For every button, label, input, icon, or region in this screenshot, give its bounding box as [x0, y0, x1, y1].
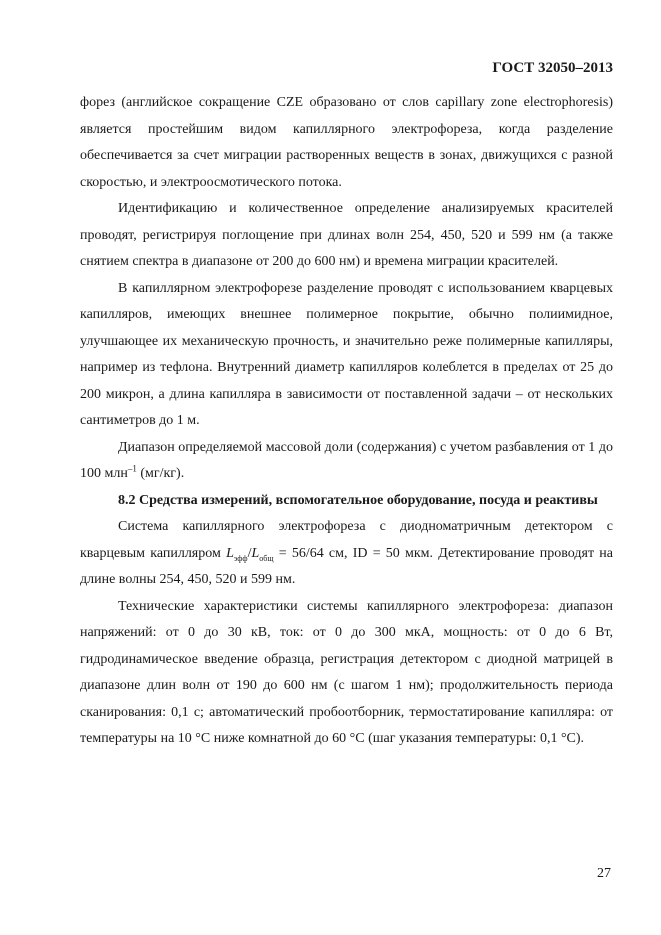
system-text-rest: = 56/64 см, ID = 50 мкм. Детектирование проводят на длине волны 254, 450, 520 и 599 нм.	[80, 545, 613, 587]
paragraph-continuation: форез (английское сокращение CZE образовано от слов capillary zone electrophoresis) является простейшим видом капиллярного электрофореза, когда разделение обеспечивается за счет миграции растворенных веществ в зонах, движущихся с разной скоростью, и электроосмотического потока.	[80, 95, 613, 190]
system-text: Система капиллярного электрофореза с диодноматричным детектором с кварцевым капилляром	[80, 519, 613, 561]
subscript-eff: эфф	[233, 553, 248, 563]
symbol-l-total: L	[251, 545, 260, 561]
paragraph-range	[80, 435, 613, 488]
document-header: ГОСТ 32050–2013	[492, 60, 613, 76]
page-number: 27	[597, 866, 611, 881]
paragraph-identification: Идентификацию и количественное определение анализируемых красителей проводят, регистрируя поглощение при длинах волн 254, 450, 520 и 599 нм (а также снятием спектра в диапазоне от 200 до 600 нм) и времена миграции красителей.	[80, 201, 613, 269]
page-content	[80, 90, 613, 753]
paragraph-system	[80, 514, 613, 594]
range-text: Диапазон определяемой массовой доли (содержания) с учетом разбавления от 1 до 100 млн	[80, 439, 613, 481]
slash: /	[247, 545, 252, 561]
range-superscript: –1	[127, 463, 137, 474]
paragraph-specs: Технические характеристики системы капиллярного электрофореза: диапазон напряжений: от 0 до 30 кВ, ток: от 0 до 300 мкА, мощность: от 0 до 6 Вт, гидродинамическое введение образца, регистрация детектором с диодной матрицей в диапазоне длин волн от 190 до 600 нм (с шагом 1 нм); продолжительность периода сканирования: 0,1 с; автоматический пробоотборник, термостатирование капилляра: от температуры на 10 °С ниже комнатной до 60 °С (шаг указания температуры: 0,1 °С).	[80, 598, 613, 746]
range-unit: (мг/кг).	[136, 466, 185, 481]
subscript-total: общ	[259, 553, 274, 563]
symbol-l-eff: L	[226, 545, 234, 561]
section-heading: 8.2 Средства измерений, вспомогательное оборудование, посуда и реактивы	[118, 492, 598, 508]
paragraph-capillaries: В капиллярном электрофорезе разделение проводят с использованием кварцевых капилляров, имеющих внешнее полимерное покрытие, обычно полиимидное, улучшающее их механическую прочность, и значительно реже полимерные капилляры, например из тефлона. Внутренний диаметр капилляров колеблется в пределах от 25 до 200 микрон, а длина капилляра в зависимости от поставленной задачи – от нескольких сантиметров до 1 м.	[80, 280, 613, 428]
